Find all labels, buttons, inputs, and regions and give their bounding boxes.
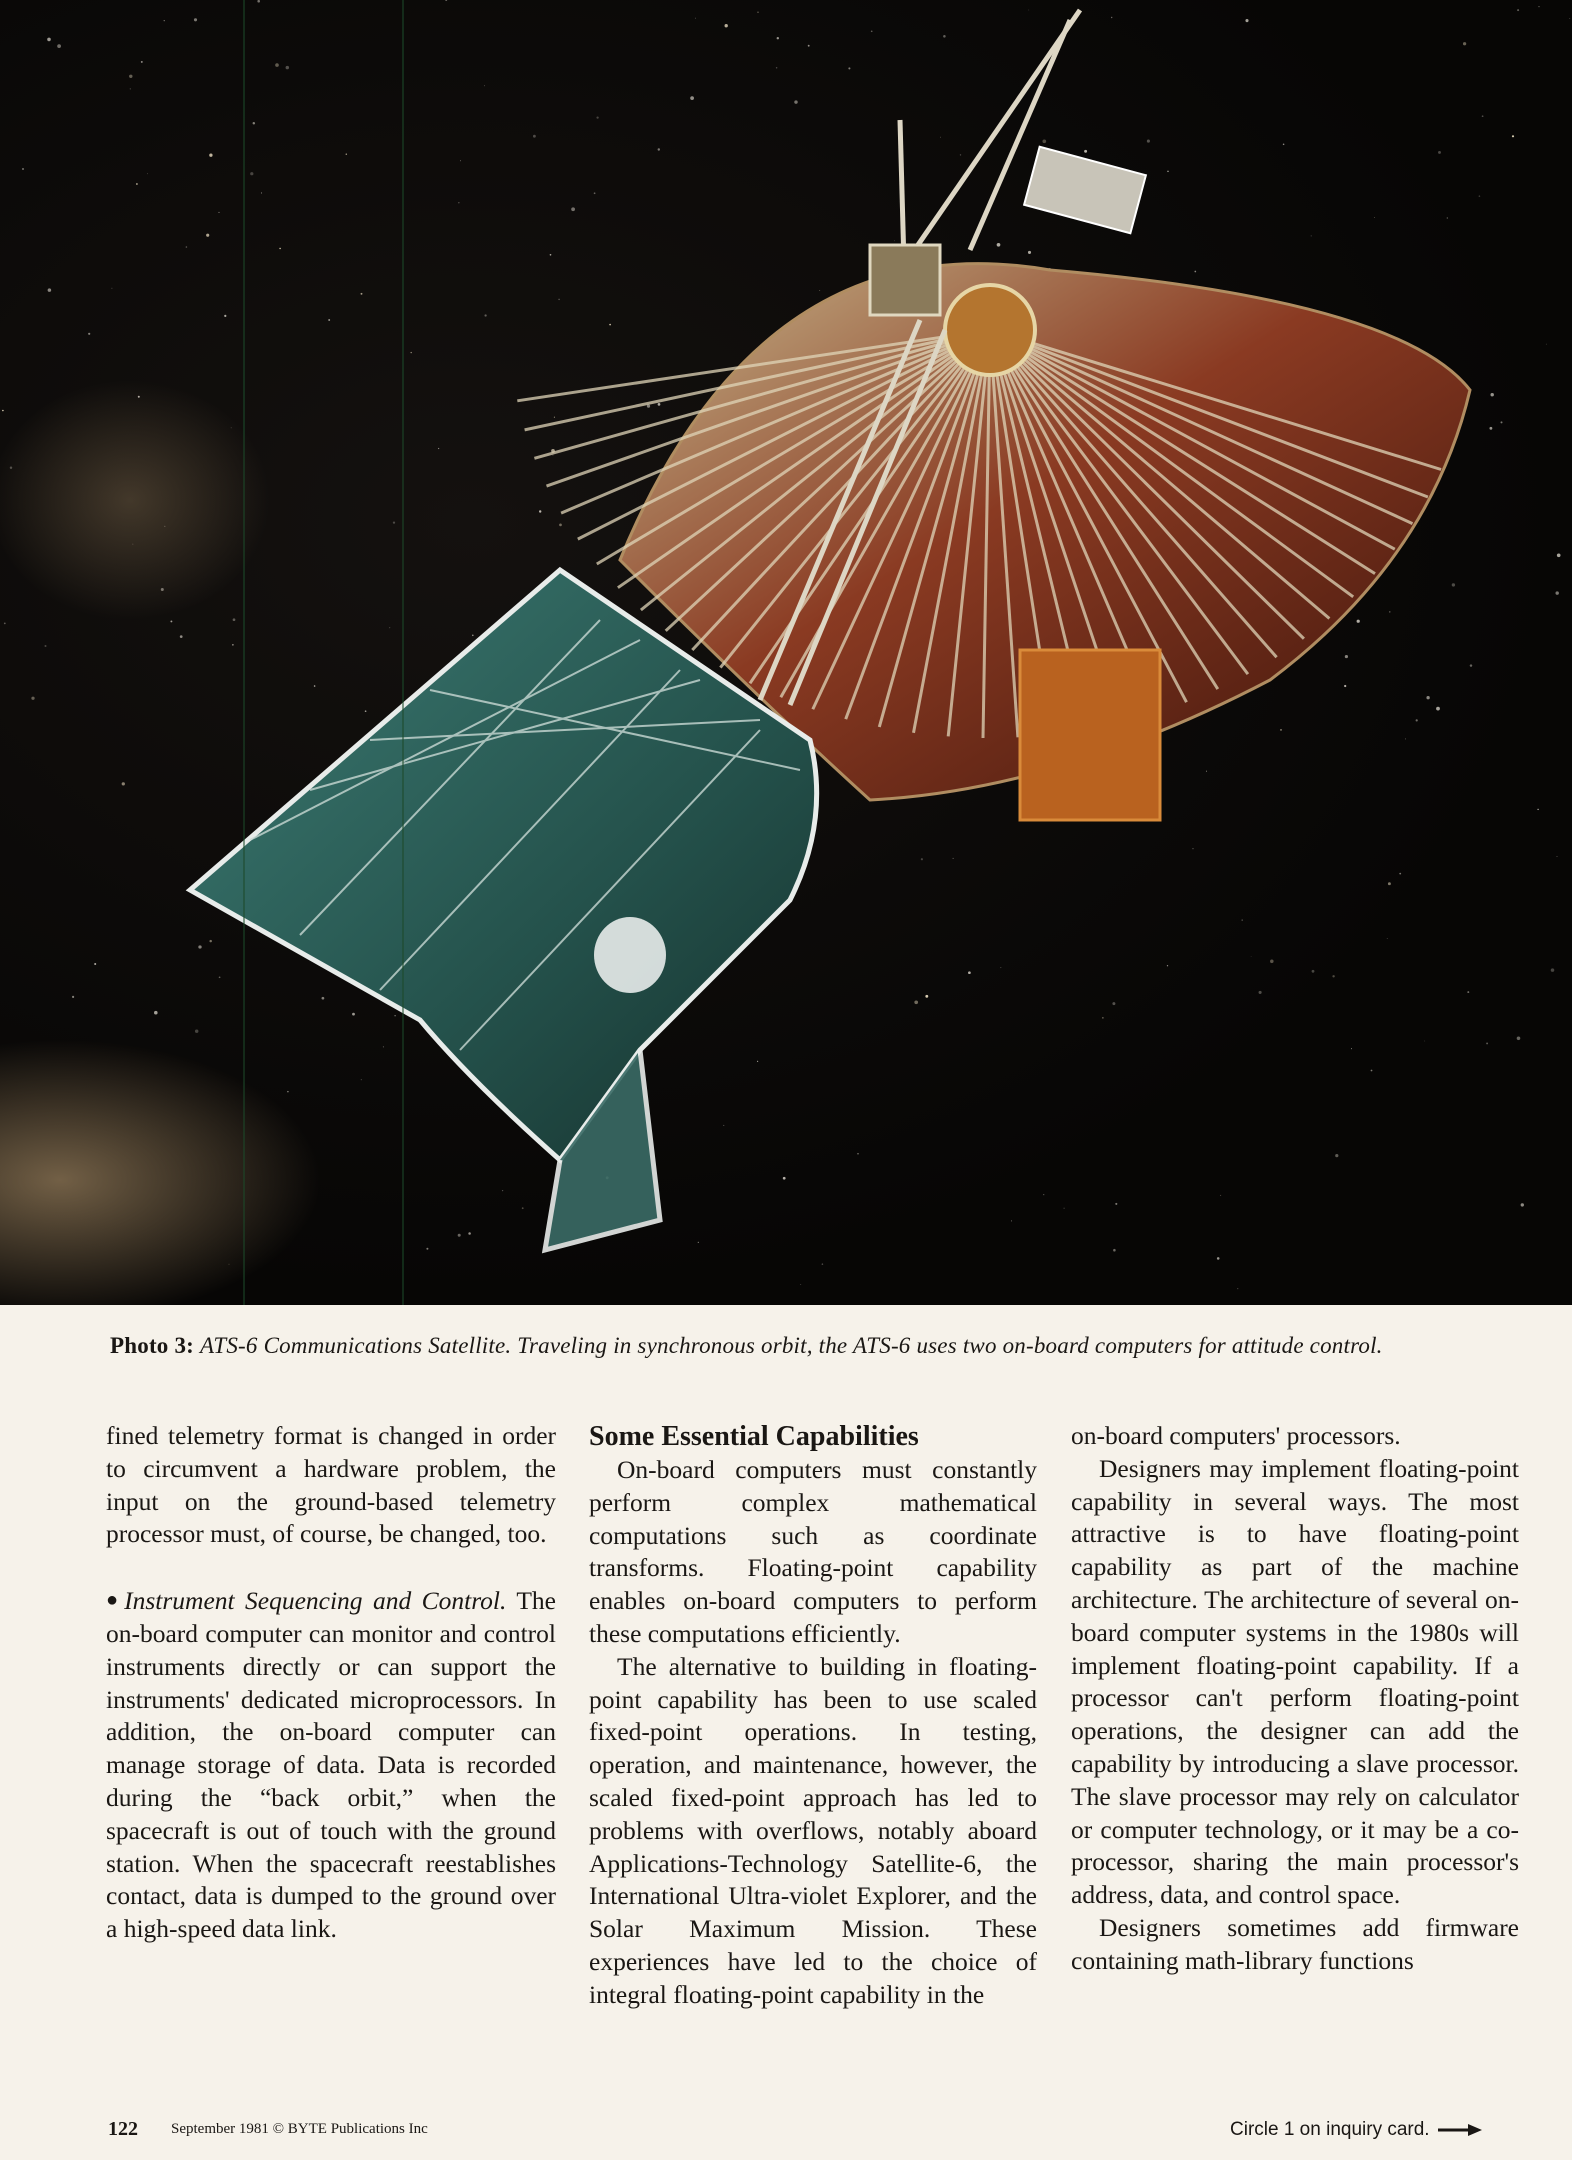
- star: [48, 288, 52, 292]
- caption-text: ATS-6 Communications Satellite. Traveling in synchronous orbit, the ATS-6 uses two on-board computers for attitude control.: [199, 1333, 1383, 1358]
- star: [800, 1284, 801, 1285]
- star: [1489, 427, 1492, 430]
- star: [690, 96, 694, 100]
- publication-info: September 1981 © BYTE Publications Inc: [171, 2121, 428, 2137]
- star: [783, 1177, 786, 1180]
- star: [596, 116, 598, 118]
- upper-panel: [1024, 147, 1146, 233]
- star: [1557, 553, 1561, 557]
- star: [1028, 10, 1029, 11]
- star: [1537, 809, 1538, 810]
- star: [232, 644, 233, 645]
- star: [219, 212, 220, 213]
- star: [322, 997, 325, 1000]
- star: [1112, 1002, 1115, 1005]
- star: [94, 963, 96, 965]
- star: [458, 202, 459, 203]
- star: [154, 1011, 158, 1015]
- star: [1371, 1070, 1373, 1072]
- star: [186, 246, 188, 248]
- star: [1539, 6, 1540, 7]
- star: [233, 618, 236, 621]
- star: [725, 24, 728, 27]
- star: [279, 248, 280, 249]
- star: [1000, 967, 1001, 968]
- star: [502, 1190, 503, 1191]
- star: [1467, 991, 1469, 993]
- star: [921, 858, 923, 860]
- star: [1270, 960, 1274, 964]
- star: [695, 18, 696, 19]
- star: [1556, 856, 1557, 857]
- star: [1064, 1208, 1065, 1209]
- star: [352, 1013, 355, 1016]
- star: [88, 333, 90, 335]
- star: [1194, 271, 1196, 273]
- star: [1357, 620, 1360, 623]
- inquiry-text: Circle 1 on inquiry card.: [1230, 2119, 1430, 2140]
- star: [1546, 344, 1547, 345]
- star: [141, 61, 143, 63]
- star: [894, 240, 895, 241]
- star: [209, 940, 211, 942]
- star: [819, 290, 820, 291]
- star: [275, 63, 279, 67]
- star: [209, 154, 212, 157]
- star: [1111, 17, 1112, 18]
- star: [22, 168, 24, 170]
- column-3: [1071, 1420, 1519, 1978]
- star: [1416, 719, 1418, 721]
- star: [1387, 938, 1388, 939]
- star: [1351, 1048, 1352, 1049]
- star: [47, 38, 51, 42]
- star: [552, 455, 553, 456]
- star: [658, 148, 660, 150]
- star: [195, 1029, 198, 1032]
- star: [1521, 1203, 1524, 1206]
- star: [776, 67, 778, 69]
- paragraph: on-board computers' processors.: [1071, 1421, 1401, 1450]
- star: [170, 620, 172, 622]
- star: [460, 160, 461, 161]
- star: [1028, 251, 1031, 254]
- star: [1374, 217, 1375, 218]
- star: [1251, 956, 1252, 957]
- star: [1389, 611, 1390, 612]
- star: [1192, 848, 1193, 849]
- star: [857, 1153, 858, 1154]
- star: [1115, 1203, 1117, 1205]
- star: [533, 135, 536, 138]
- star: [953, 858, 954, 859]
- star: [1311, 235, 1312, 236]
- page-number: 122: [108, 2118, 138, 2140]
- star: [194, 18, 197, 21]
- star: [757, 12, 758, 13]
- star: [1512, 135, 1514, 137]
- star: [44, 645, 46, 647]
- column-1: [106, 1420, 556, 1946]
- star: [1556, 591, 1559, 594]
- star: [1241, 919, 1242, 920]
- star: [698, 1242, 699, 1243]
- star: [4, 623, 6, 625]
- star: [1113, 1249, 1116, 1252]
- star: [472, 635, 474, 637]
- paragraph: Designers may implement floating-point capability in several ways. The most attractive is to have floating-point capability as part of the machine architecture. The architecture of several on-board computer systems in the 1980s will implement floating-point capability. If a processor can't perform floating-point operations, the designer can add the capability by introducing a slave processor. The slave processor may rely on calculator or computer technology, or it may be a co-processor, sharing the main processor's address, data, and control space.: [1071, 1453, 1519, 1910]
- paragraph: fined telemetry format is changed in order to circumvent a hardware problem, the input on the ground-based telemetry processor must, of course, be changed, too.: [106, 1421, 556, 1549]
- star: [1424, 1041, 1425, 1042]
- star: [968, 971, 971, 974]
- star: [1043, 1194, 1044, 1195]
- star: [777, 37, 779, 39]
- star: [111, 288, 112, 289]
- star: [1517, 1037, 1521, 1041]
- star: [871, 30, 873, 32]
- star: [1470, 664, 1472, 666]
- star: [554, 417, 555, 418]
- star: [1084, 150, 1087, 153]
- star: [286, 66, 289, 69]
- star: [550, 254, 552, 256]
- star: [438, 448, 439, 449]
- star: [1220, 1195, 1221, 1196]
- star: [257, 0, 260, 3]
- galaxy-glow: [0, 1040, 320, 1305]
- star: [794, 100, 797, 103]
- star: [1447, 217, 1448, 218]
- star: [180, 635, 183, 638]
- paragraph: Designers sometimes add firmware containing math-library functions: [1071, 1912, 1519, 1975]
- star: [1102, 1017, 1103, 1018]
- star: [136, 183, 138, 185]
- star: [723, 1125, 724, 1126]
- star: [1011, 1220, 1012, 1221]
- star: [1399, 873, 1401, 875]
- star: [822, 1263, 824, 1265]
- section-heading: Some Essential Capabilities: [589, 1421, 919, 1452]
- star: [1332, 975, 1334, 977]
- star: [1482, 115, 1484, 117]
- paragraph: On-board computers must constantly perform complex mathematical computations such as coordinate transforms. Floating-point capability enables on-board computers to perform these computations efficiently.: [589, 1455, 1037, 1648]
- star: [365, 710, 367, 712]
- star: [2, 410, 4, 412]
- star: [940, 137, 941, 138]
- star: [1551, 968, 1555, 972]
- star: [1345, 655, 1348, 658]
- star: [484, 314, 486, 316]
- earth-viewing-module: [870, 245, 940, 315]
- star: [1167, 171, 1168, 172]
- run-in-heading: Instrument Sequencing and Control.: [124, 1586, 507, 1616]
- star: [1569, 18, 1570, 19]
- star: [410, 352, 411, 353]
- star: [346, 153, 347, 154]
- star: [1388, 882, 1391, 885]
- star: [1490, 393, 1493, 396]
- star: [925, 995, 928, 998]
- sun-glint: [594, 917, 666, 993]
- star: [1335, 1154, 1338, 1157]
- star: [383, 1046, 384, 1047]
- caption-label: Photo 3:: [110, 1333, 195, 1358]
- star: [808, 45, 810, 47]
- star: [914, 1000, 918, 1004]
- star: [393, 521, 395, 523]
- star: [1042, 139, 1046, 143]
- star: [1452, 583, 1455, 586]
- bullet-icon: ●: [106, 1589, 123, 1612]
- star: [1217, 1257, 1220, 1260]
- star: [129, 75, 132, 78]
- paragraph-text: The on-board computer can monitor and control instruments directly or can support the instruments' dedicated microprocessors. In addition, the on-board computer can manage storage of data. Data is recorded during the “back orbit,” when the spacecraft is out of touch with the ground station. When the spacecraft reestablishes contact, data is dumped to the ground over a high-speed data link.: [106, 1586, 556, 1944]
- nebula-glow: [0, 380, 270, 620]
- star: [559, 524, 562, 527]
- inquiry-note: [1230, 2119, 1482, 2141]
- star: [164, 20, 165, 21]
- star: [1501, 421, 1503, 423]
- star: [1167, 965, 1168, 966]
- star: [314, 685, 316, 687]
- sensor-package: [1020, 650, 1160, 820]
- star: [31, 697, 34, 700]
- star: [539, 510, 541, 512]
- star: [522, 1207, 524, 1209]
- star: [1280, 729, 1282, 731]
- star: [484, 85, 485, 86]
- star: [445, 0, 447, 1]
- star: [130, 88, 131, 89]
- star: [328, 319, 330, 321]
- star: [1344, 685, 1346, 687]
- star: [1517, 9, 1519, 11]
- star: [1206, 771, 1207, 772]
- star: [658, 403, 661, 406]
- paragraph: The alternative to building in floating-point capability has been to use scaled fixed-point operations. In testing, operation, and maintenance, however, the scaled fixed-point approach has led to problems with overflows, notably aboard Applications-Technology Satellite-6, the International Ultra-violet Explorer, and the Solar Maximum Mission. These experiences have led to the choice of integral floating-point capability in the: [589, 1651, 1037, 2009]
- star: [609, 324, 611, 326]
- star: [261, 192, 262, 193]
- paragraph: [106, 1584, 556, 1946]
- star: [468, 1232, 471, 1235]
- star: [361, 293, 363, 295]
- star: [943, 35, 946, 38]
- star: [594, 192, 596, 194]
- star: [1438, 151, 1441, 154]
- star: [558, 299, 560, 301]
- star: [458, 1234, 461, 1237]
- star: [1245, 19, 1248, 22]
- star: [253, 122, 255, 124]
- star: [960, 154, 961, 155]
- star: [1259, 991, 1262, 994]
- star: [361, 1079, 362, 1080]
- star: [1237, 1288, 1238, 1289]
- star: [1463, 42, 1466, 45]
- star: [848, 67, 850, 69]
- star: [1426, 696, 1429, 699]
- star: [147, 173, 148, 174]
- star: [206, 234, 209, 237]
- star: [389, 627, 390, 628]
- star: [394, 1015, 395, 1016]
- photo-caption: [110, 1330, 1525, 1361]
- arrow-right-icon: [1438, 2123, 1482, 2137]
- star: [250, 172, 253, 175]
- star: [1312, 970, 1315, 973]
- star: [1479, 195, 1481, 197]
- star: [757, 1061, 758, 1062]
- star: [1405, 738, 1406, 739]
- star: [224, 315, 226, 317]
- star: [1436, 707, 1440, 711]
- star: [1283, 144, 1285, 146]
- star: [287, 1091, 289, 1093]
- star: [1147, 140, 1150, 143]
- column-2: [589, 1420, 1037, 2012]
- star: [219, 976, 221, 978]
- star: [72, 996, 74, 998]
- star: [571, 207, 575, 211]
- star: [57, 44, 61, 48]
- star: [122, 782, 125, 785]
- star: [426, 1248, 428, 1250]
- star: [997, 243, 1001, 247]
- star: [1486, 1042, 1488, 1044]
- star: [198, 945, 201, 948]
